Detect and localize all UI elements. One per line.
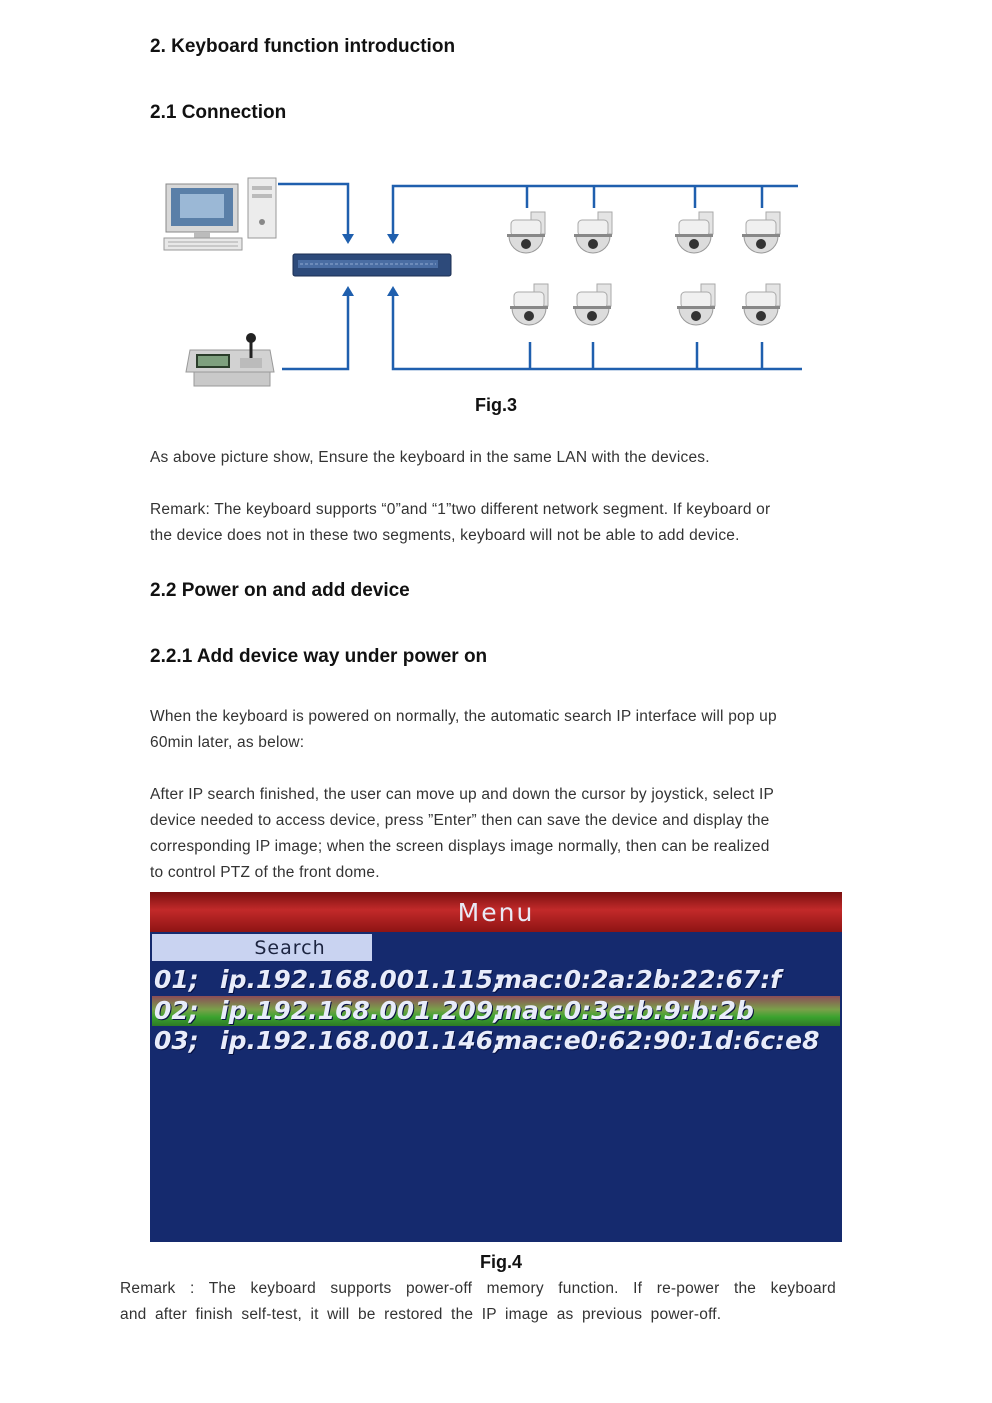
para-search bbox=[150, 782, 774, 886]
server-tower-icon bbox=[248, 178, 276, 238]
ip-row-index: 02; bbox=[154, 996, 199, 1025]
search-tab[interactable] bbox=[152, 934, 372, 961]
ip-row-mac: mac:0:2a:2b:22:67:f bbox=[496, 965, 782, 994]
keyboard-controller-icon bbox=[186, 333, 274, 386]
para-search-line: to control PTZ of the front dome. bbox=[150, 864, 380, 881]
menu-title-bar bbox=[150, 892, 842, 932]
dome-camera-icon bbox=[507, 212, 545, 253]
remark-segment-line: Remark: The keyboard supports “0”and “1”two different network segment. If keyboard or bbox=[150, 501, 771, 518]
para-lan: As above picture show, Ensure the keyboard in the same LAN with the devices. bbox=[150, 449, 710, 466]
search-tab-label: Search bbox=[254, 937, 326, 959]
ip-row[interactable] bbox=[152, 965, 840, 995]
subsection-power: 2.2 Power on and add device bbox=[150, 580, 410, 601]
dome-camera-icon bbox=[742, 212, 780, 253]
cameras bbox=[507, 212, 780, 325]
ip-row[interactable] bbox=[152, 1026, 840, 1056]
menu-title: Menu bbox=[457, 898, 535, 927]
remark-memory bbox=[120, 1276, 836, 1328]
fig4-caption: Fig.4 bbox=[480, 1252, 523, 1272]
arrow-up-icon bbox=[387, 286, 399, 296]
arrow-up-icon bbox=[342, 286, 354, 296]
ip-row-address: ip.192.168.001.146; bbox=[220, 1026, 504, 1055]
para-search-line: device needed to access device, press ”Enter” then can save the device and display the bbox=[150, 812, 770, 829]
para-poweron bbox=[150, 704, 777, 756]
arrow-down-icon bbox=[342, 234, 354, 244]
remark-memory-line: and after finish self-test, it will be restored the IP image as previous power-off. bbox=[120, 1306, 722, 1323]
ip-search-screen bbox=[150, 892, 842, 1242]
dome-camera-icon bbox=[573, 284, 611, 325]
ip-row-selected[interactable] bbox=[152, 996, 840, 1026]
remark-memory-line: Remark : The keyboard supports power-off memory function. If re-power the keyboard bbox=[120, 1280, 836, 1297]
dome-camera-icon bbox=[510, 284, 548, 325]
network-switch-icon bbox=[293, 254, 451, 276]
ip-row-mac: mac:0:3e:b:9:b:2b bbox=[496, 996, 754, 1025]
remark-segment bbox=[150, 497, 770, 549]
ip-row-index: 01; bbox=[154, 965, 199, 994]
dome-camera-icon bbox=[742, 284, 780, 325]
para-poweron-line: 60min later, as below: bbox=[150, 734, 305, 751]
dome-camera-icon bbox=[675, 212, 713, 253]
arrow-down-icon bbox=[387, 234, 399, 244]
para-poweron-line: When the keyboard is powered on normally, the automatic search IP interface will pop up bbox=[150, 708, 777, 725]
fig3-caption: Fig.3 bbox=[475, 395, 518, 415]
dome-camera-icon bbox=[677, 284, 715, 325]
para-search-line: corresponding IP image; when the screen displays image normally, then can be realized bbox=[150, 838, 770, 855]
connection-diagram bbox=[150, 172, 810, 394]
ip-row-mac: mac:e0:62:90:1d:6c:e8 bbox=[496, 1026, 820, 1055]
remark-segment-line: the device does not in these two segments, keyboard will not be able to add device. bbox=[150, 527, 740, 544]
ip-row-address: ip.192.168.001.209; bbox=[220, 996, 504, 1025]
ip-row-index: 03; bbox=[154, 1026, 199, 1055]
ip-row-address: ip.192.168.001.115; bbox=[220, 965, 504, 994]
subsubsection-add: 2.2.1 Add device way under power on bbox=[150, 646, 488, 667]
computer-icon bbox=[164, 184, 242, 250]
dome-camera-icon bbox=[574, 212, 612, 253]
para-search-line: After IP search finished, the user can move up and down the cursor by joystick, select IP bbox=[150, 786, 775, 803]
subsection-connection: 2.1 Connection bbox=[150, 102, 287, 123]
section-title: 2. Keyboard function introduction bbox=[150, 36, 456, 57]
